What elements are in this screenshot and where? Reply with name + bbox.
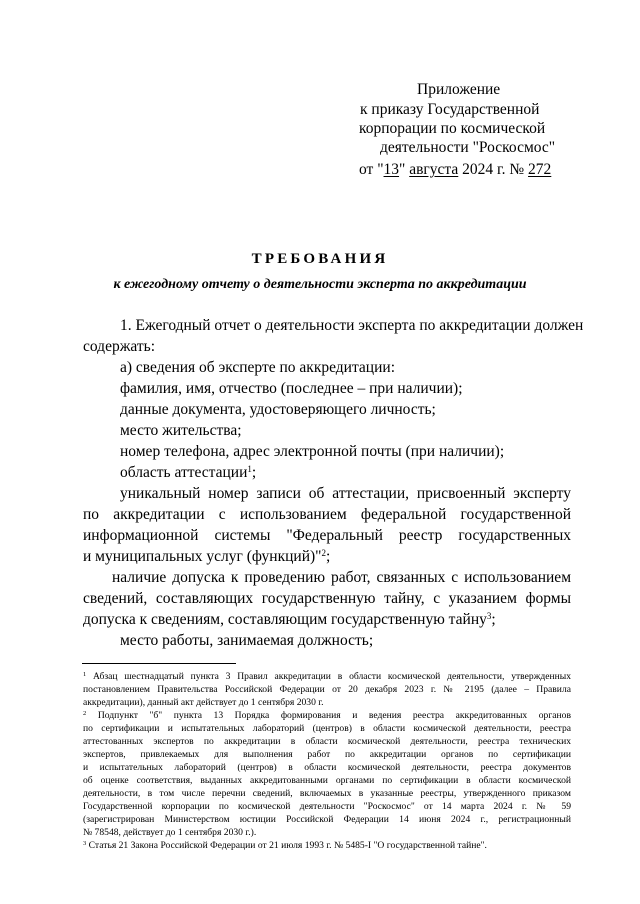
footnote-2-line-9: (зарегистрирован Министерством юстиции Российской Федерации 14 июня 2024 г., регистрационный — [83, 814, 571, 825]
footnote-1-line-2: постановлением Правительства Российской Федерации от 20 декабря 2023 г. № 2195 (далее – Правила — [83, 684, 571, 695]
unique-line-2: по аккредитации с использованием федеральной государственной — [83, 506, 571, 523]
secret-line-1: наличие допуска к проведению работ, связанных с использованием — [112, 569, 571, 586]
item-scope: область аттестации$^1$; — [120, 464, 257, 481]
footnote-2-line-6: об оценке соответствия, выданных аккредитованными органами по сертификации в области космической — [83, 775, 571, 786]
document-subtitle: к ежегодному отчету о деятельности эксперта по аккредитации — [113, 277, 527, 292]
item-work: место работы, занимаемая должность; — [120, 632, 374, 649]
item-phone: номер телефона, адрес электронной почты (при наличии); — [120, 443, 505, 460]
order-reference-line-2: корпорации по космической — [359, 120, 546, 137]
footnote-1-line-1: $^1$ Абзац шестнадцатый пункта 3 Правил аккредитации в области космической деятельности, утвержденных — [83, 671, 571, 682]
footnote-2-line-1: $^2$ Подпункт "б" пункта 13 Порядка формирования и ведения реестра аккредитованных органов — [83, 710, 571, 721]
footnote-2-line-4: экспертов, привлекаемых для выполнения работ по аккредитации органов по сертификации — [83, 749, 571, 760]
unique-line-3: информационной системы "Федеральный реестр государственных — [83, 527, 571, 544]
document-title: ТРЕБОВАНИЯ — [251, 251, 389, 267]
footnote-3-line-1: $^3$ Статья 21 Закона Российской Федерации от 21 июля 1993 г. № 5485-I "О государственной тайне". — [83, 840, 487, 851]
footnote-ref-1: 1 — [247, 464, 252, 474]
order-date-line — [359, 160, 551, 180]
secret-line-2: сведений, составляющих государственную тайну, с указанием формы — [83, 590, 571, 607]
date-day: 13 — [383, 161, 400, 178]
footnote-ref-2: 2 — [321, 548, 326, 558]
item-a: а) сведения об эксперте по аккредитации: — [120, 359, 395, 376]
unique-line-1: уникальный номер записи об аттестации, присвоенный эксперту — [120, 485, 571, 502]
footnote-2-line-10: № 78548, действует до 1 сентября 2030 г.). — [83, 827, 257, 838]
date-month: августа — [409, 161, 459, 178]
order-reference-line-3: деятельности "Роскосмос" — [380, 139, 556, 156]
paragraph-1-line-1: 1. Ежегодный отчет о деятельности эксперта по аккредитации должен — [120, 317, 584, 334]
footnote-2-line-7: деятельности, в том числе перечни сведений, включаемых в указанные реестры, утвержденного приказом — [83, 788, 571, 799]
date-year: 2024 г. № — [462, 161, 525, 178]
appendix-label: Приложение — [417, 81, 501, 98]
footnote-2-line-3: аттестованных экспертов по аккредитации в области космической деятельности, реестра технических — [83, 736, 571, 747]
footnote-2-line-5: и испытательных лабораторий (центров) в области космической деятельности, реестра документов — [83, 762, 571, 773]
order-reference-line-1: к приказу Государственной — [360, 101, 540, 118]
footnote-ref-3: 3 — [486, 611, 492, 621]
footnote-1-line-3: аккредитации), данный акт действует до 1 сентября 2030 г. — [83, 697, 324, 708]
item-fio: фамилия, имя, отчество (последнее – при наличии); — [120, 380, 463, 397]
item-residence: место жительства; — [120, 422, 242, 439]
paragraph-1-line-2: содержать: — [83, 338, 156, 355]
date-prefix: от " — [359, 161, 384, 178]
order-number: 272 — [528, 161, 552, 178]
unique-line-4: и муниципальных услуг (функций)"$^2$; — [83, 548, 331, 565]
footnote-2-line-2: по сертификации и испытательных лабораторий (центров) в области космической деятельности, реестра — [83, 723, 571, 734]
secret-line-3: допуска к сведениям, составляющим государственную тайну$^3$; — [83, 611, 496, 628]
footnote-2-line-8: Государственной корпорации по космической деятельности "Роскосмос" от 14 марта 2024 г. № 59 — [83, 801, 571, 812]
item-passport: данные документа, удостоверяющего личность; — [120, 401, 436, 418]
date-mid: " — [399, 161, 406, 178]
footnote-separator — [82, 663, 236, 664]
